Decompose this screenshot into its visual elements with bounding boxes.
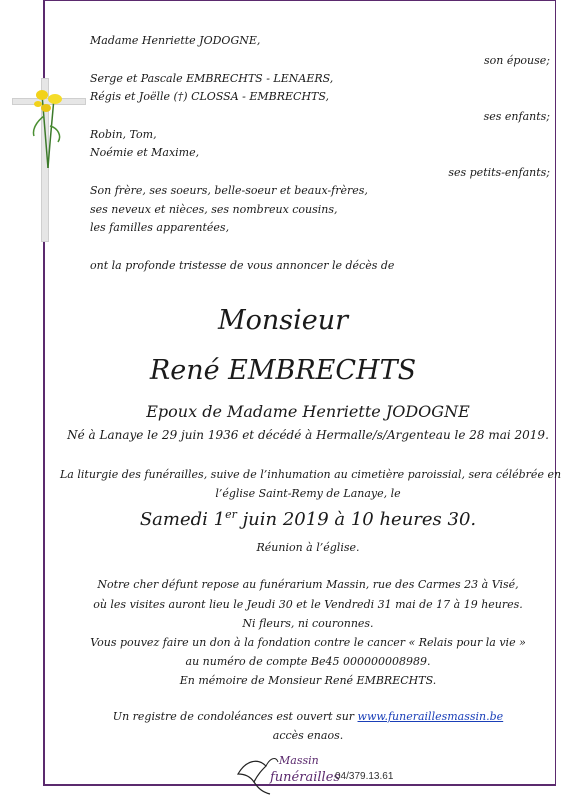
family-line-child-1: Serge et Pascale EMBRECHTS - LENAERS, <box>90 72 334 85</box>
brand-name: Massin <box>279 754 319 767</box>
ceremony-meeting: Réunion à l’église. <box>256 541 360 554</box>
family-line-child-2: Régis et Joëlle (†) CLOSSA - EMBRECHTS, <box>90 90 330 103</box>
registry-link[interactable]: www.funeraillesmassin.be <box>357 710 504 723</box>
ceremony-date-b: juin 2019 à 10 heures 30. <box>236 509 477 530</box>
ceremony-line-1: La liturgie des funérailles, suive de l’inhumation au cimetière paroissial, sera célébrée en <box>60 468 562 481</box>
relation-children: ses enfants; <box>483 110 550 123</box>
family-line-related: les familles apparentées, <box>90 221 230 234</box>
phone-number: 04/379.13.61 <box>335 771 394 782</box>
registry-access: accès enaos. <box>272 729 344 742</box>
announcement-line: ont la profonde tristesse de vous annoncer le décès de <box>90 259 395 272</box>
ceremony-line-2: l’église Saint-Remy de Lanaye, le <box>215 487 401 500</box>
brand-subtitle: funérailles <box>270 770 341 785</box>
deceased-honorific: Monsieur <box>217 305 349 336</box>
yellow-flowers-icon <box>22 86 72 170</box>
family-line-grandchildren-1: Robin, Tom, <box>90 128 157 141</box>
family-line-grandchildren-2: Noémie et Maxime, <box>90 146 200 159</box>
deceased-name: René EMBRECHTS <box>149 355 417 386</box>
family-line-nephews: ses neveux et nièces, ses nombreux cousins, <box>90 203 338 216</box>
ceremony-date-a: Samedi 1 <box>139 509 226 530</box>
deceased-dates: Né à Lanaye le 29 juin 1936 et décédé à Hermalle/s/Argenteau le 28 mai 2019. <box>67 428 549 442</box>
family-line-siblings: Son frère, ses soeurs, belle-soeur et beaux-frères, <box>90 184 368 197</box>
family-line-spouse: Madame Henriette JODOGNE, <box>90 34 261 47</box>
ceremony-date <box>60 508 556 530</box>
info-line-4: Vous pouvez faire un don à la fondation contre le cancer « Relais pour la vie » <box>90 636 526 649</box>
info-line-1: Notre cher défunt repose au funérarium Massin, rue des Carmes 23 à Visé, <box>97 578 519 591</box>
deceased-spouse: Epoux de Madame Henriette JODOGNE <box>146 402 470 421</box>
info-line-5: au numéro de compte Be45 000000008989. <box>185 655 431 668</box>
info-line-6: En mémoire de Monsieur René EMBRECHTS. <box>179 674 437 687</box>
ceremony-date-sup: er <box>225 508 237 521</box>
info-line-2: où les visites auront lieu le Jeudi 30 et le Vendredi 31 mai de 17 à 19 heures. <box>93 598 523 611</box>
info-line-3: Ni fleurs, ni couronnes. <box>242 617 374 630</box>
frame-top-border <box>43 0 556 1</box>
frame-right-border <box>555 0 556 786</box>
registry-line <box>60 710 556 723</box>
registry-text: Un registre de condoléances est ouvert sur <box>112 710 358 723</box>
relation-grandchildren: ses petits-enfants; <box>448 166 550 179</box>
relation-spouse: son épouse; <box>484 54 550 67</box>
